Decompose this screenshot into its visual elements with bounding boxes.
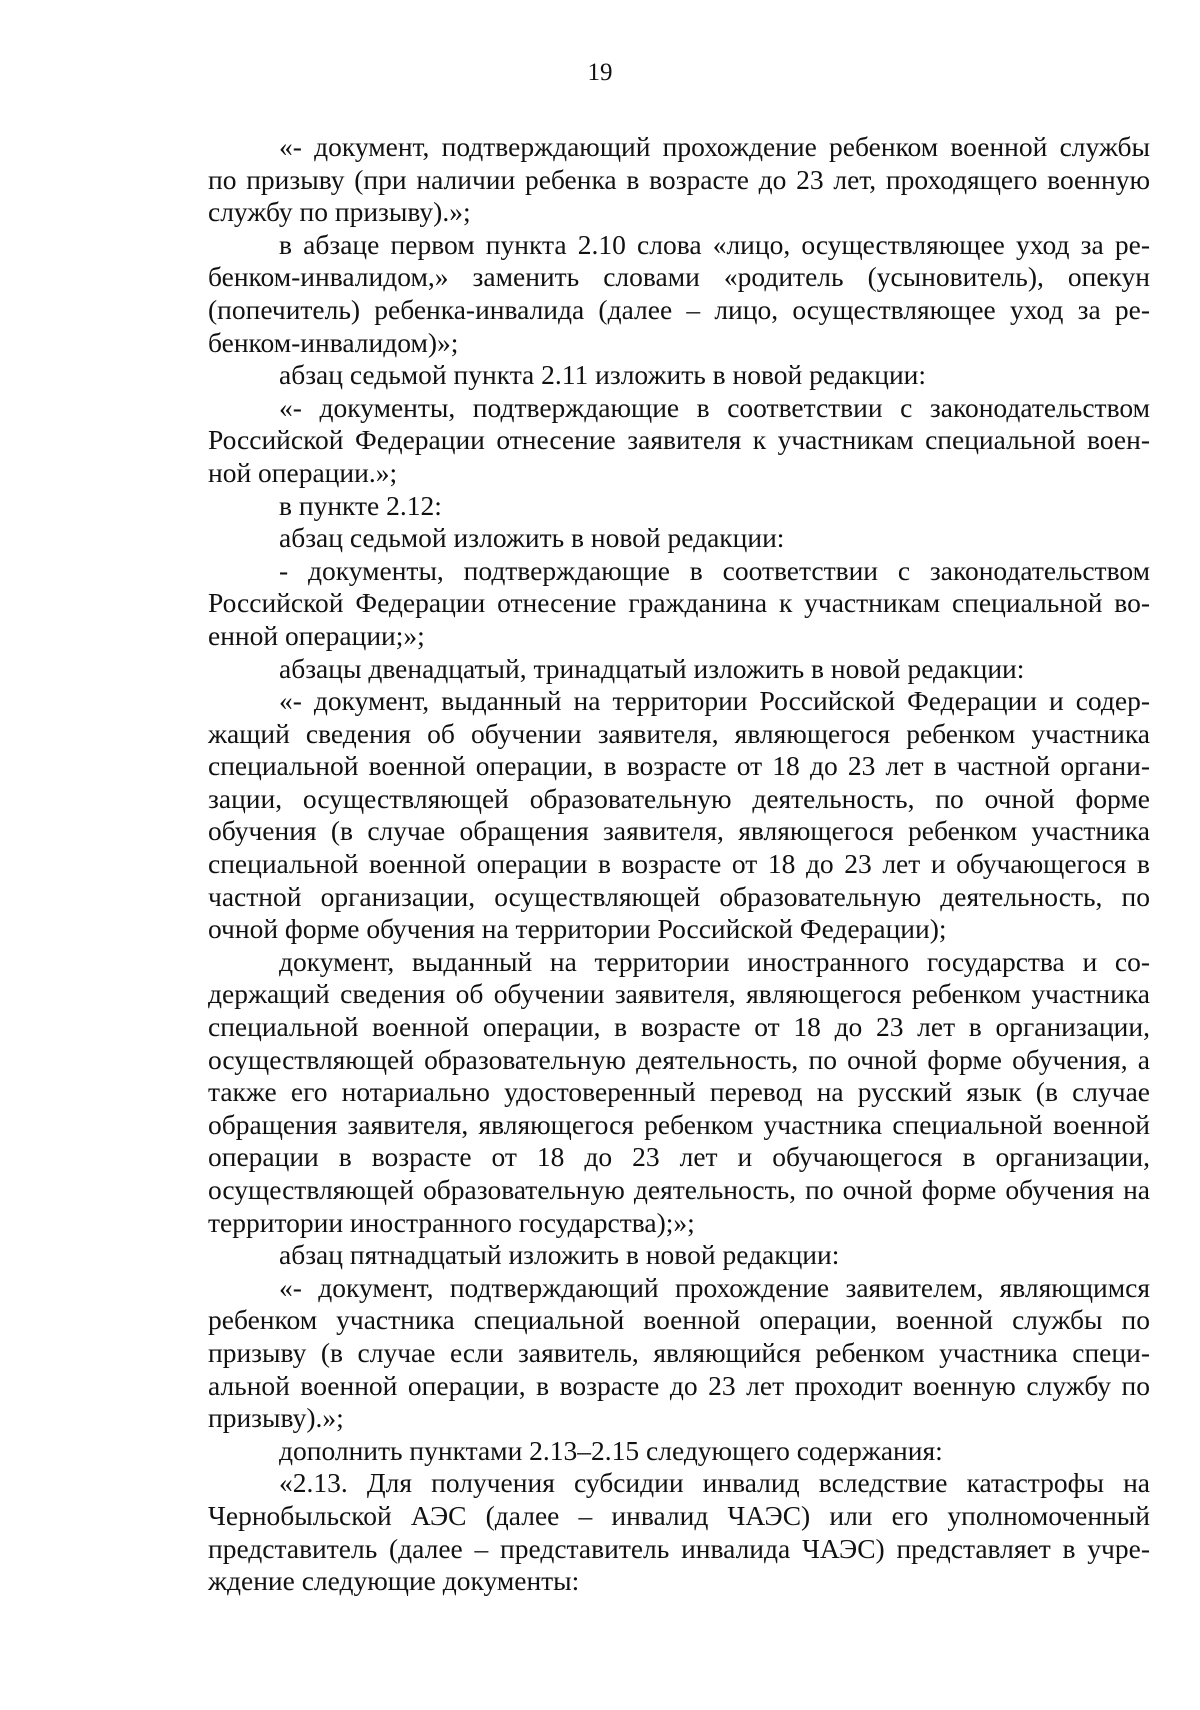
paragraph: абзац седьмой изложить в новой редакции: bbox=[279, 522, 785, 554]
paragraph: - документы, подтверждающие в соответствии с законодательством Российской Федерации отнесение гражданина к участникам специальной военной операции;»; bbox=[208, 554, 1150, 651]
paragraph: дополнить пунктами 2.13–2.15 следующего содержания: bbox=[279, 1434, 943, 1466]
paragraph: в абзаце первом пункта 2.10 слова «лицо, осуществляющее уход за ребенком-инвалидом,» заменить словами «родитель (усыновитель), опекун (попечитель) ребенка-инвалида (далее – лицо, осуществляющее уход за ребенком-инвалидом)»; bbox=[208, 228, 1150, 358]
document-body bbox=[208, 131, 1150, 1598]
paragraph: документ, выданный на территории иностранного государства и содержащий сведения об обучении заявителя, являющегося ребенком участника специальной военной операции, в возрасте от 18 до 23 лет в организации, осуществляющей образовательную деятельность, по очной форме обучения, а также его нотариально удостоверенный перевод на русский язык (в случае обращения заявителя, являющегося ребенком участника специальной военной операции в возрасте от 18 до 23 лет и обучающегося в организации, осуществляющей образовательную деятельность, по очной форме обучения на территории иностранного государства);»; bbox=[208, 945, 1150, 1238]
paragraph: абзацы двенадцатый, тринадцатый изложить в новой редакции: bbox=[279, 652, 1025, 684]
paragraph: «2.13. Для получения субсидии инвалид вследствие катастрофы на Чернобыльской АЭС (далее – инвалид ЧАЭС) или его уполномоченный представитель (далее – представитель инвалида ЧАЭС) представляет в учреждение следующие документы: bbox=[208, 1467, 1150, 1597]
paragraph: «- документ, выданный на территории Российской Федерации и содержащий сведения об обучении заявителя, являющегося ребенком участника специальной военной операции, в возрасте от 18 до 23 лет в частной организации, осуществляющей образовательную деятельность, по очной форме обучения (в случае обращения заявителя, являющегося ребенком участника специальной военной операции в возрасте от 18 до 23 лет и обучающегося в частной организации, осуществляющей образовательную деятельность, по очной форме обучения на территории Российской Федерации); bbox=[208, 685, 1150, 945]
paragraph: «- документ, подтверждающий прохождение ребенком военной службы по призыву (при наличии ребенка в возрасте до 23 лет, проходящего военную службу по призыву).»; bbox=[208, 131, 1150, 228]
page-number: 19 bbox=[587, 59, 613, 86]
paragraph: абзац пятнадцатый изложить в новой редакции: bbox=[279, 1239, 840, 1271]
paragraph: в пункте 2.12: bbox=[279, 489, 442, 521]
paragraph: абзац седьмой пункта 2.11 изложить в новой редакции: bbox=[279, 359, 927, 391]
paragraph: «- документ, подтверждающий прохождение заявителем, являющимся ребенком участника специальной военной операции, военной службы по призыву (в случае если заявитель, являющийся ребенком участника специальной военной операции, в возрасте до 23 лет проходит военную службу по призыву).»; bbox=[208, 1271, 1150, 1434]
paragraph: «- документы, подтверждающие в соответствии с законодательством Российской Федерации отнесение заявителя к участникам специальной военной операции.»; bbox=[208, 391, 1150, 488]
